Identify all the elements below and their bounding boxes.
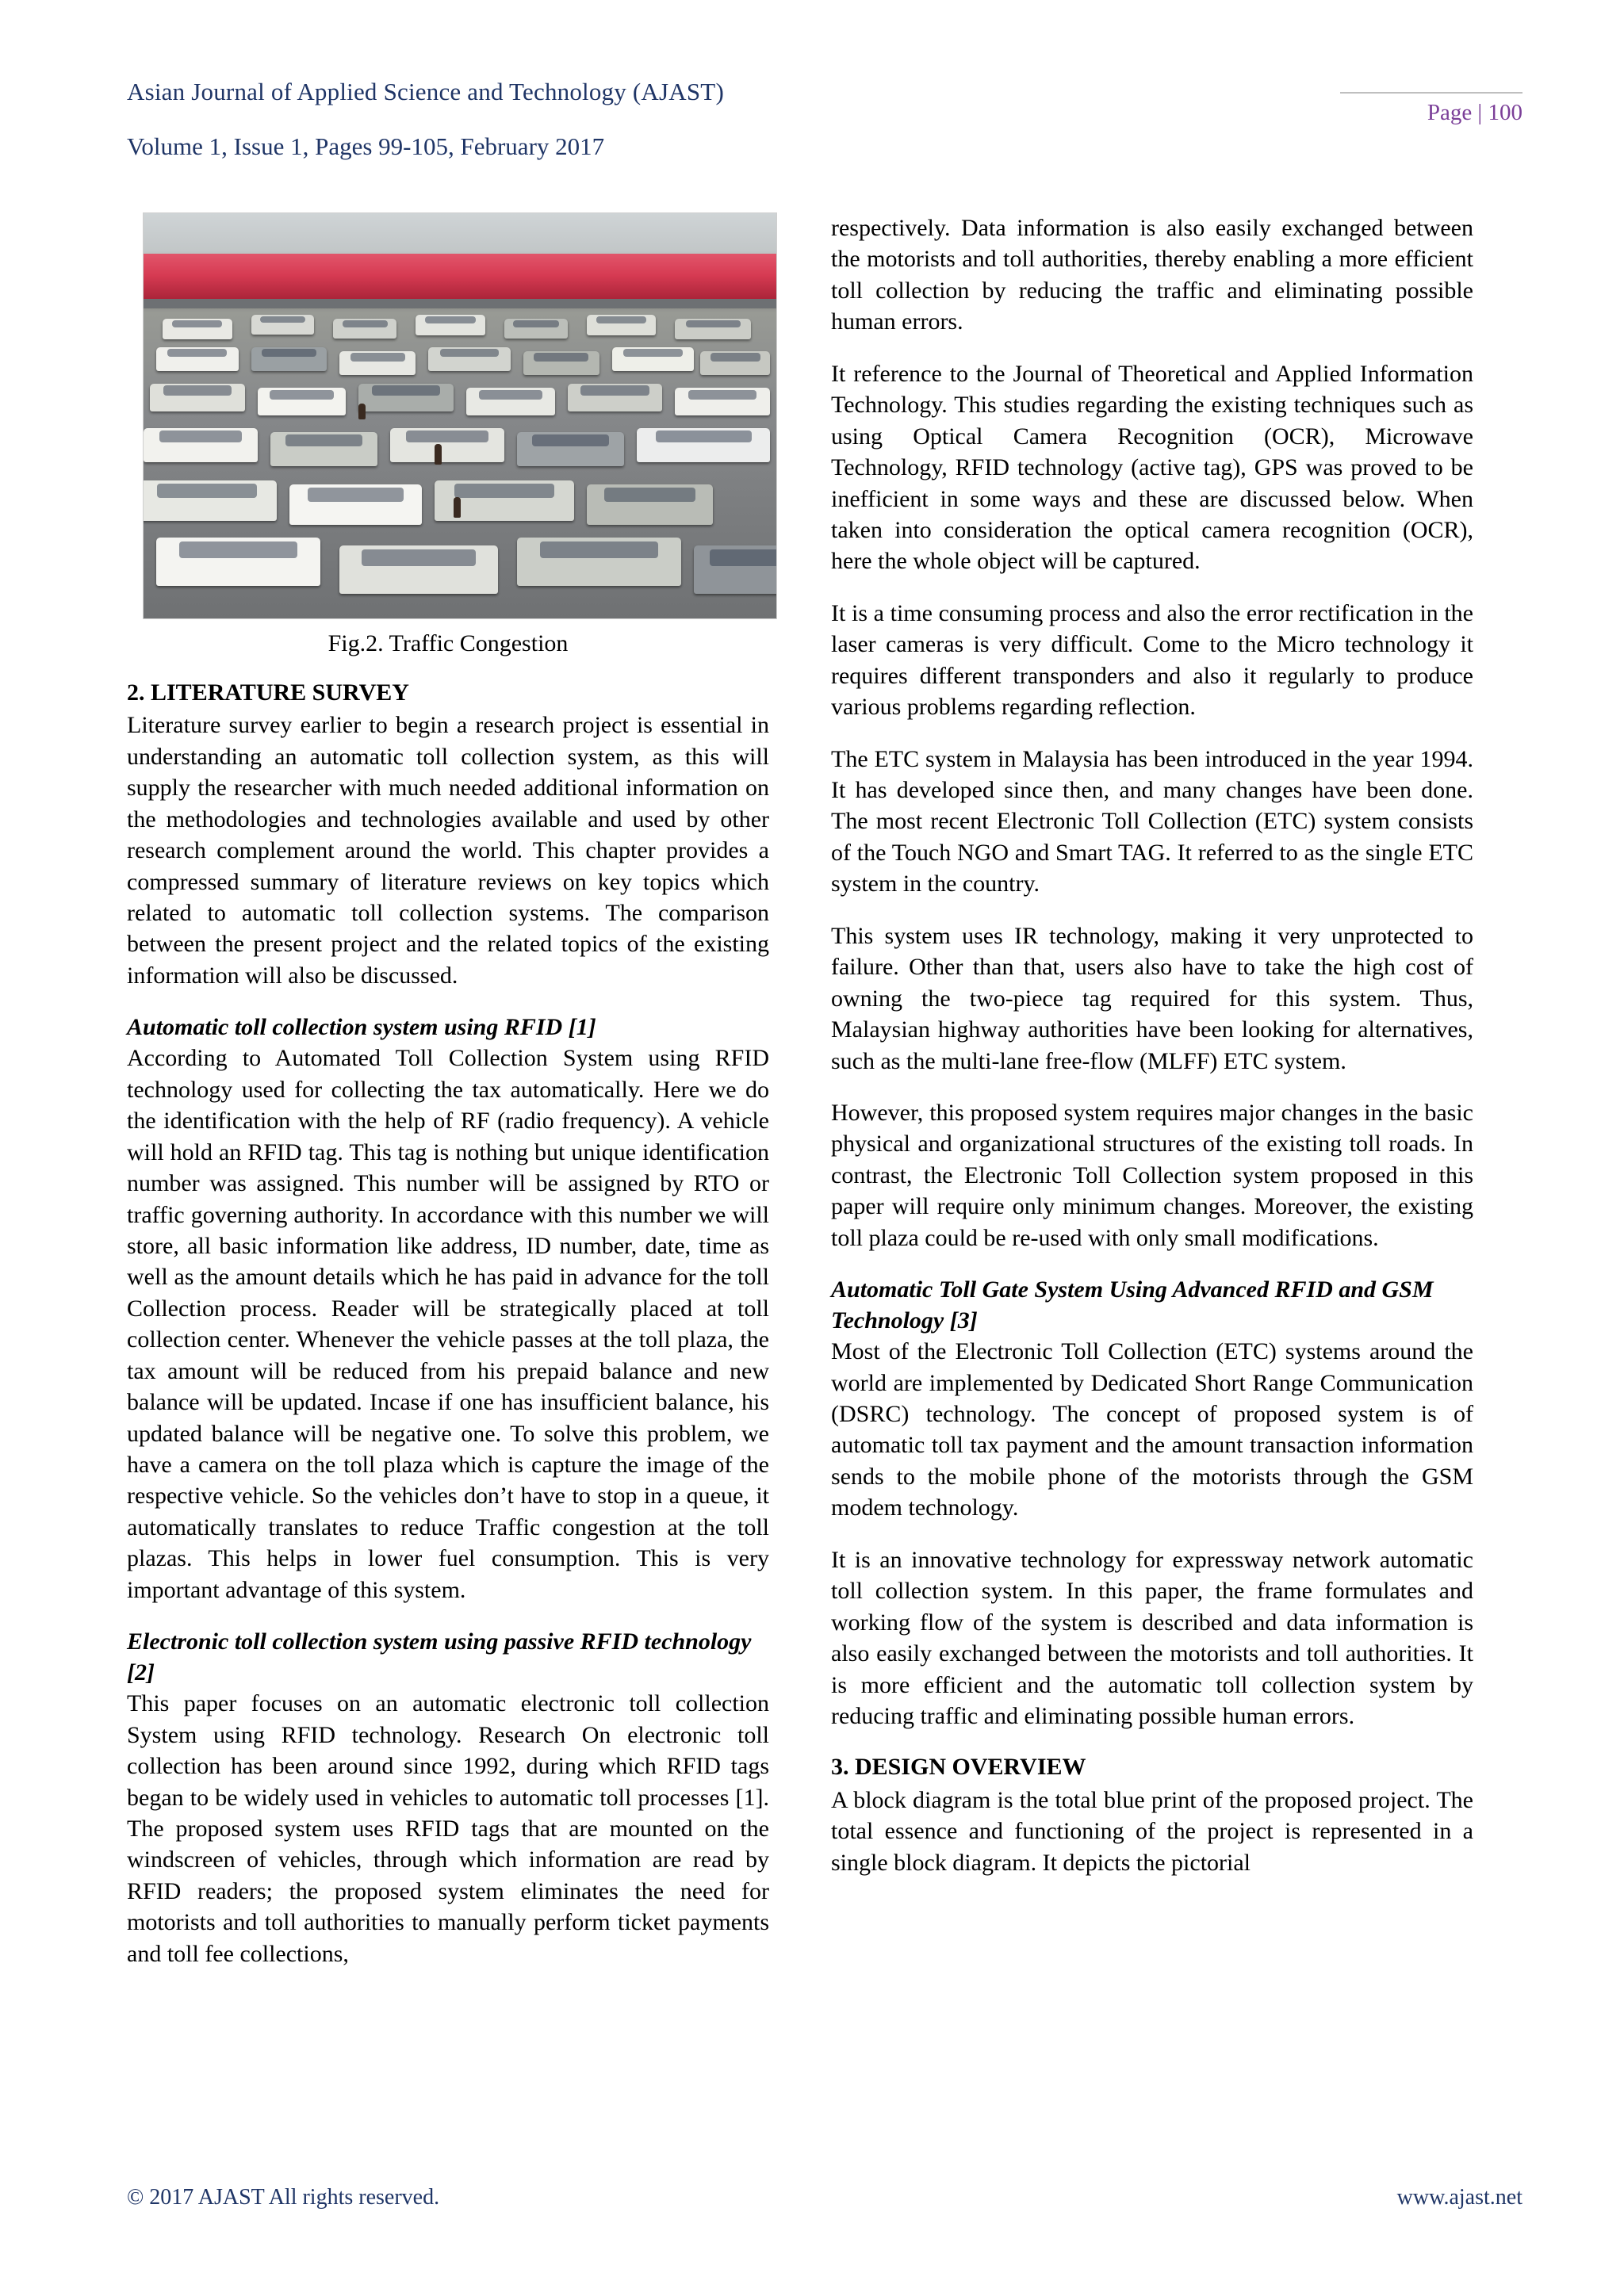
pedestrian <box>358 404 366 419</box>
website-link[interactable]: www.ajast.net <box>1396 2185 1522 2210</box>
car <box>339 351 416 376</box>
car <box>675 319 751 340</box>
car <box>523 351 599 376</box>
car <box>144 428 258 462</box>
car <box>587 315 657 336</box>
car <box>358 384 454 412</box>
car <box>700 351 770 376</box>
subheading-automatic-toll-collection-rfid: Automatic toll collection system using RFID [1] <box>127 1014 596 1041</box>
page-footer <box>127 2185 1522 2210</box>
car <box>289 484 423 525</box>
traffic-congestion-photo <box>143 212 777 619</box>
paragraph: The ETC system in Malaysia has been introduced in the year 1994. It has developed since then, and many changes have been done. The most recent Electronic Toll Collection (ETC) system consists of the Touch NGO and Smart TAG. It referred to as the single ETC system in the country. <box>831 745 1473 897</box>
car <box>637 428 770 462</box>
right-column <box>831 212 1473 1878</box>
subheading-automatic-toll-gate-advanced-rfid-gsm: Automatic Toll Gate System Using Advanced RFID and GSM Technology [3] <box>831 1276 1434 1334</box>
paragraph: It is a time consuming process and also the error rectification in the laser cameras is very difficult. Come to the Micro technology it requires different transponders and also it regularly to produce various problems regarding reflection. <box>831 599 1473 721</box>
car <box>270 432 378 466</box>
car <box>150 384 245 412</box>
car <box>675 388 770 416</box>
car <box>694 545 777 594</box>
paragraph: Most of the Electronic Toll Collection (ETC) systems around the world are implemented by Dedicated Short Range Communication (DSRC) technology. The concept of proposed system is of automatic toll tax payment and the amount transaction information sends to the mobile phone of the motorists through the GSM modem technology. <box>831 1338 1473 1521</box>
section-heading-literature-survey: 2. LITERATURE SURVEY <box>127 679 409 706</box>
car <box>587 484 714 525</box>
car <box>339 545 498 594</box>
journal-volume-line: Volume 1, Issue 1, Pages 99-105, February 2017 <box>127 132 605 160</box>
car <box>258 388 347 416</box>
car <box>390 428 504 462</box>
toll-plaza-canopy-edge <box>143 299 777 308</box>
paragraph: This paper focuses on an automatic electronic toll collection System using RFID technology. Research On electronic toll collection has been around since 1992, during which RFID tags began to be widely used in vehicles to automatic toll processes [1]. The proposed system uses RFID tags that are mounted on the windscreen of vehicles, through which information are read by RFID readers; the proposed system eliminates the need for motorists and toll authorities to manually perform ticket payments and toll fee collections, <box>127 1690 769 1967</box>
car <box>568 384 663 412</box>
paragraph: It is an innovative technology for expressway network automatic toll collection system. In this paper, the frame formulates and working flow of the system is described and data information is also easily exchanged between the motorists and toll authorities. It is more efficient and the automatic toll collection system by reducing traffic and eliminating possible human errors. <box>831 1546 1473 1729</box>
toll-plaza-canopy <box>143 254 777 302</box>
paragraph: This system uses IR technology, making it very unprotected to failure. Other than that, users also have to take the high cost of owning the two-piece tag required for this system. Thus, Malaysian highway authorities have been looking for alternatives, such as the multi-lane free-flow (MLFF) ETC system. <box>831 922 1473 1074</box>
paragraph: According to Automated Toll Collection System using RFID technology used for collecting the tax automatically. Here we do the identification with the help of RF (radio frequency). A vehicle will hold an RFID tag. This tag is nothing but unique identification number was assigned. This number will be assigned by RTO or traffic governing authority. In accordance with this number we will store, all basic information like address, ID number, date, time as well as the amount details which he has paid in advance for the toll Collection process. Reader will be strategically placed at toll collection center. Whenever the vehicle passes at the toll plaza, the tax amount will be reduced from his prepaid balance and new balance will be updated. Incase if one has insufficient balance, his updated balance will be negative one. To solve this problem, we have a camera on the toll plaza which is capture the image of the respective vehicle. So the vehicles don’t have to stop in a queue, it automatically translates to reduce Traffic congestion at the toll plazas. This helps in lower fuel consumption. This is very important advantage of this system. <box>127 1045 769 1603</box>
car <box>251 347 327 372</box>
car <box>504 319 568 339</box>
car <box>156 538 320 586</box>
figure-caption: Fig.2. Traffic Congestion <box>327 630 569 656</box>
paragraph: However, this proposed system requires major changes in the basic physical and organizational structures of the existing toll roads. In contrast, the Electronic Toll Collection system proposed in this paper will require only minimum changes. Moreover, the existing toll plaza could be re-used with only small modifications. <box>831 1099 1473 1251</box>
car <box>163 319 232 340</box>
journal-title: Asian Journal of Applied Science and Technology (AJAST) <box>127 78 724 105</box>
car <box>251 315 315 335</box>
car <box>156 347 239 372</box>
left-column <box>127 212 769 1969</box>
pedestrian <box>454 497 461 518</box>
section-heading-design-overview: 3. DESIGN OVERVIEW <box>831 1754 1086 1781</box>
paragraph: It reference to the Journal of Theoretical and Applied Information Technology. This studies regarding the existing techniques such as using Optical Camera Recognition (OCR), Microwave Technology, RFID technology (active tag), GPS was proved to be inefficient in some ways and these are discussed below. When taken into consideration the optical camera recognition (OCR), here the whole object will be captured. <box>831 360 1473 575</box>
car <box>143 480 277 521</box>
page-number-block <box>1189 92 1522 126</box>
paragraph: Literature survey earlier to begin a research project is essential in understanding an automatic toll collection system, as this will supply the researcher with much needed additional information on the methodologies and technologies available and used by other research complement around the world. This chapter provides a compressed summary of literature reviews on key topics which related to automatic toll collection systems. The comparison between the present project and the related topics of the existing information will also be discussed. <box>127 712 769 989</box>
car <box>517 432 625 466</box>
car <box>612 347 695 372</box>
car <box>428 347 511 372</box>
copyright-notice: © 2017 AJAST All rights reserved. <box>127 2185 440 2210</box>
paragraph: respectively. Data information is also easily exchanged between the motorists and toll authorities, thereby enabling a more efficient toll collection by reducing the traffic and eliminating possible human errors. <box>831 215 1473 335</box>
page-number-rule <box>1340 92 1522 94</box>
subheading-electronic-toll-collection-passive-rfid: Electronic toll collection system using passive RFID technology [2] <box>127 1628 752 1686</box>
car <box>517 538 681 586</box>
paragraph: A block diagram is the total blue print of the proposed project. The total essence and functioning of the project is represented in a single block diagram. It depicts the pictorial <box>831 1786 1473 1876</box>
page-header <box>127 79 1522 159</box>
pedestrian <box>435 444 442 465</box>
car <box>333 319 396 339</box>
car <box>416 315 485 336</box>
car <box>466 388 555 416</box>
page-number: Page | 100 <box>1427 100 1522 125</box>
